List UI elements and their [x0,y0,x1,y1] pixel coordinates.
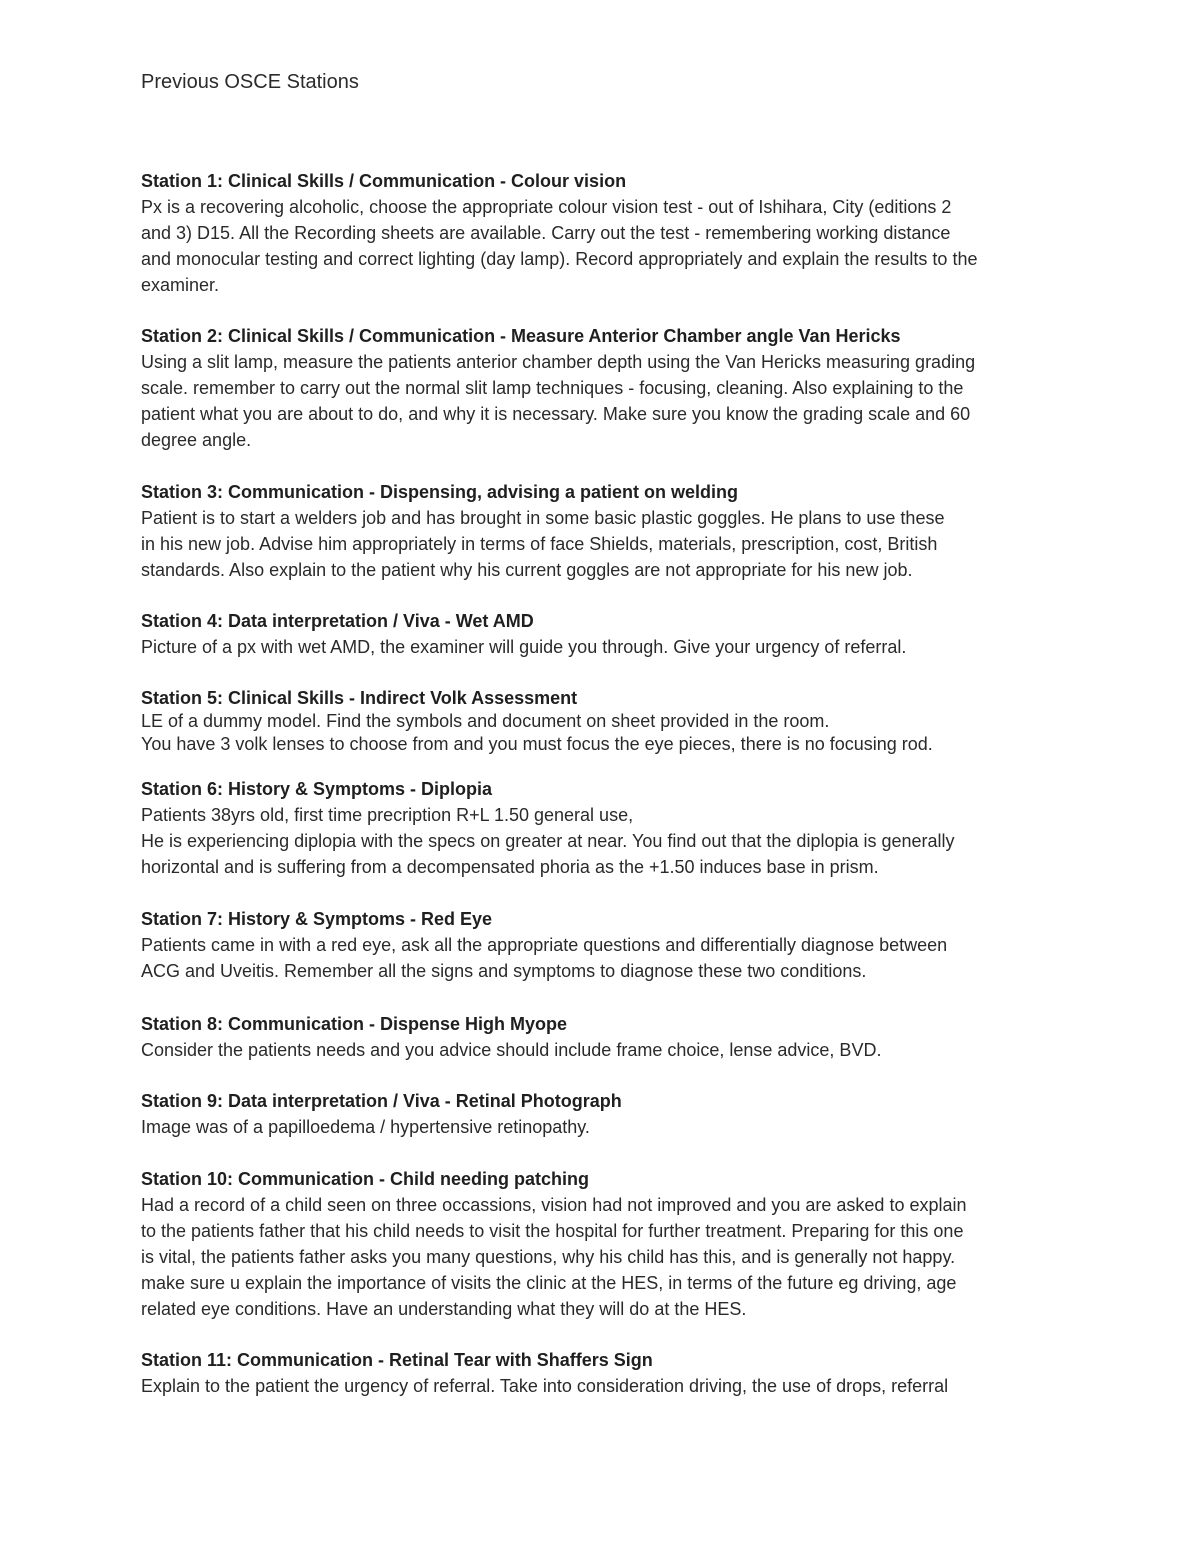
station-5 [141,687,1071,756]
text-line: and 3) D15. All the Recording sheets are available. Carry out the test - remembering working distance [141,223,951,243]
text-line: Patients came in with a red eye, ask all the appropriate questions and differentially diagnose between [141,935,948,955]
text-line: Picture of a px with wet AMD, the examiner will guide you through. Give your urgency of referral. [141,637,907,657]
station-heading: Station 9: Data interpretation / Viva - Retinal Photograph [141,1091,622,1111]
station-heading: Station 6: History & Symptoms - Diplopia [141,779,493,799]
text-line: He is experiencing diplopia with the specs on greater at near. You find out that the diplopia is generally [141,831,955,851]
station-3 [141,479,1071,583]
text-line: Patient is to start a welders job and has brought in some basic plastic goggles. He plans to use these [141,508,945,528]
station-description [141,1114,1071,1140]
station-heading: Station 2: Clinical Skills / Communication - Measure Anterior Chamber angle Van Hericks [141,326,901,346]
station-1 [141,168,1071,298]
text-line: Had a record of a child seen on three occassions, vision had not improved and you are asked to explain [141,1195,967,1215]
text-line: scale. remember to carry out the normal slit lamp techniques - focusing, cleaning. Also explaining to the [141,378,964,398]
text-line: make sure u explain the importance of visits the clinic at the HES, in terms of the future eg driving, age [141,1273,957,1293]
station-10 [141,1166,1071,1322]
station-heading: Station 1: Clinical Skills / Communication - Colour vision [141,171,627,191]
station-heading: Station 5: Clinical Skills - Indirect Volk Assessment [141,688,578,708]
station-description [141,349,1071,453]
station-description [141,634,1071,660]
station-heading: Station 8: Communication - Dispense High Myope [141,1014,568,1034]
station-6 [141,776,1071,880]
text-line: Px is a recovering alcoholic, choose the appropriate colour vision test - out of Ishihara, City (editions 2 [141,197,952,217]
station-7 [141,906,1071,984]
text-line: degree angle. [141,430,252,450]
station-description [141,802,1071,880]
station-heading: Station 10: Communication - Child needing patching [141,1169,590,1189]
station-heading: Station 3: Communication - Dispensing, advising a patient on welding [141,482,739,502]
station-heading: Station 7: History & Symptoms - Red Eye [141,909,493,929]
station-description [141,710,1071,756]
station-description [141,932,1071,984]
station-description [141,1373,1071,1399]
station-heading: Station 4: Data interpretation / Viva - Wet AMD [141,611,534,631]
text-line: Using a slit lamp, measure the patients anterior chamber depth using the Van Hericks measuring grading [141,352,976,372]
text-line: LE of a dummy model. Find the symbols and document on sheet provided in the room. [141,711,830,731]
station-11 [141,1347,1071,1399]
station-description [141,505,1071,583]
text-line: is vital, the patients father asks you many questions, why his child has this, and is generally not happy. [141,1247,956,1267]
text-line: Patients 38yrs old, first time precription R+L 1.50 general use, [141,805,634,825]
text-line: Consider the patients needs and you advice should include frame choice, lense advice, BVD. [141,1040,882,1060]
station-description [141,1037,1071,1063]
station-9 [141,1088,1071,1140]
station-description [141,194,1071,298]
station-description [141,1192,1071,1322]
station-8 [141,1011,1071,1063]
text-line: You have 3 volk lenses to choose from and you must focus the eye pieces, there is no focusing rod. [141,734,933,754]
text-line: and monocular testing and correct lighting (day lamp). Record appropriately and explain the results to the [141,249,978,269]
text-line: to the patients father that his child needs to visit the hospital for further treatment. Preparing for this one [141,1221,964,1241]
page-title: Previous OSCE Stations [141,71,359,93]
text-line: Explain to the patient the urgency of referral. Take into consideration driving, the use of drops, referral [141,1376,949,1396]
station-heading: Station 11: Communication - Retinal Tear with Shaffers Sign [141,1350,653,1370]
text-line: Image was of a papilloedema / hypertensive retinopathy. [141,1117,590,1137]
station-2 [141,323,1071,453]
text-line: patient what you are about to do, and why it is necessary. Make sure you know the grading scale and 60 [141,404,971,424]
text-line: in his new job. Advise him appropriately in terms of face Shields, materials, prescription, cost, British [141,534,938,554]
text-line: standards. Also explain to the patient why his current goggles are not appropriate for his new job. [141,560,913,580]
text-line: examiner. [141,275,220,295]
text-line: horizontal and is suffering from a decompensated phoria as the +1.50 induces base in prism. [141,857,879,877]
text-line: ACG and Uveitis. Remember all the signs and symptoms to diagnose these two conditions. [141,961,867,981]
station-4 [141,608,1071,660]
text-line: related eye conditions. Have an understanding what they will do at the HES. [141,1299,747,1319]
